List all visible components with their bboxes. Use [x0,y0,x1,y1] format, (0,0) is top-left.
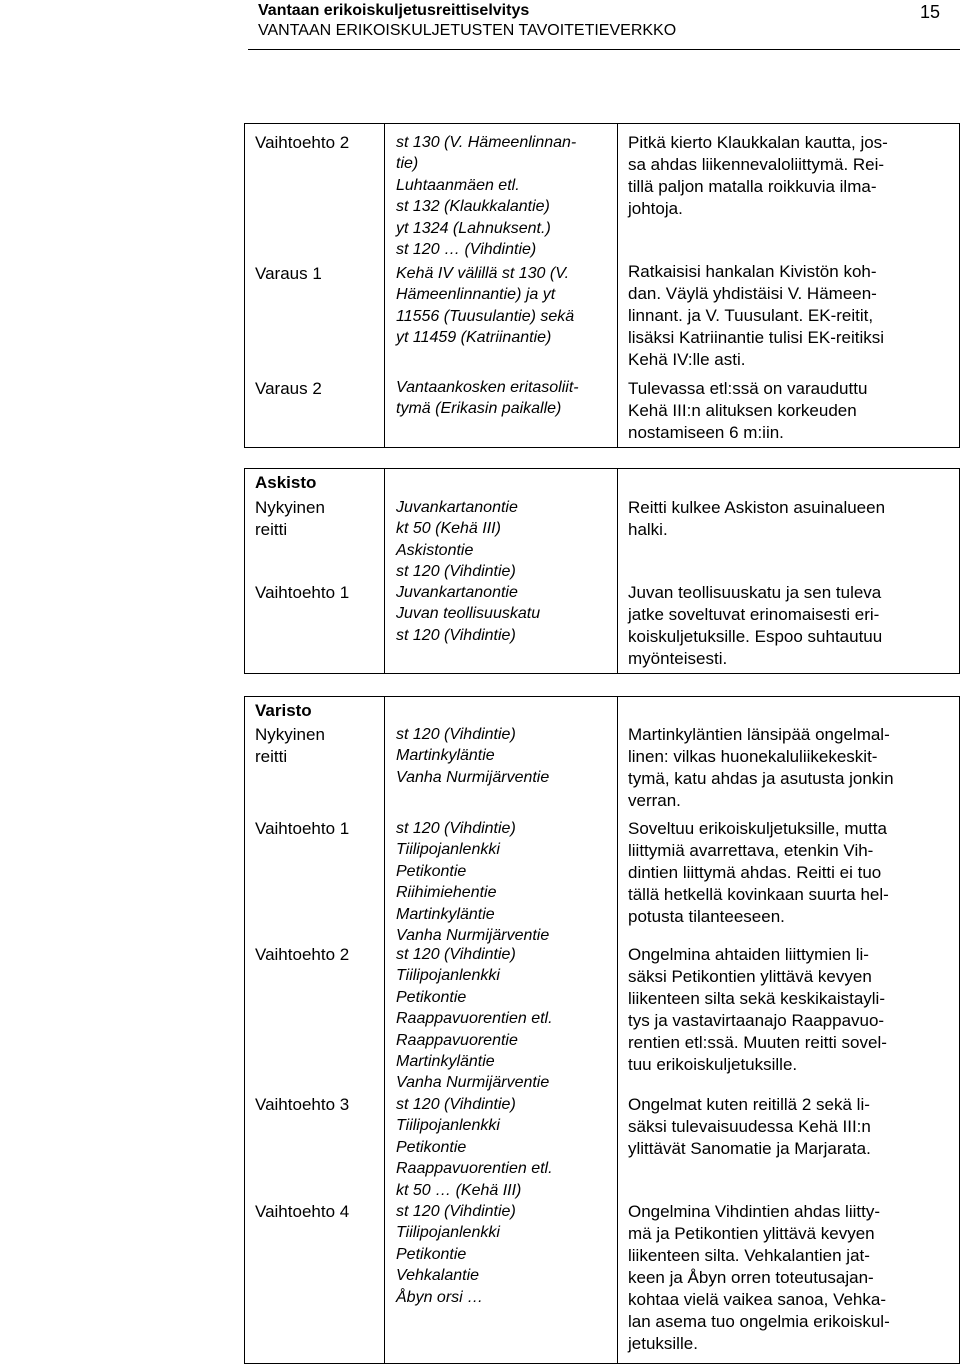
table-rule-1 [244,447,960,448]
table-col-line-3 [617,696,618,1364]
option-label: Varaus 1 [255,264,322,283]
route-note: Ongelmina Vihdintien ahdas liitty- mä ja Petikontien ylittävä kevyen liikenteen silta. Vehkalantien jat- keen ja Åbyn orren toteutusajan- kohtaa vielä vaikea sanoa, Vehka- lan asema tuo ongelmia erikoiskul- jetuksille. [628,1202,890,1353]
route-note: Pitkä kierto Klaukkalan kautta, jos- sa ahdas liikennevaloliittymä. Rei- tillä paljon matalla roikkuvia ilma- johtoja. [628,133,888,218]
table-col-line-1 [244,123,245,448]
route-description: Juvankartanontie kt 50 (Kehä III) Askistontie st 120 (Vihdintie) [396,499,518,581]
document-title: Vantaan erikoiskuljetusreittiselvitys [258,2,530,19]
route-note: Reitti kulkee Askiston asuinalueen halki. [628,498,886,539]
route-description: Vantaankosken eritasoliit- tymä (Erikasin paikalle) [396,379,579,418]
route-description: Juvankartanontie Juvan teollisuuskatu st 120 (Vihdintie) [396,584,541,644]
table-col-line-3 [617,123,618,448]
route-note: Ongelmat kuten reitillä 2 sekä li- säksi tulevaisuudessa Kehä III:n ylittävät Sanomatie ja Marjarata. [628,1095,871,1158]
table-col-line-1 [244,468,245,674]
option-label: Vaihtoehto 3 [255,1095,350,1114]
option-label: Vaihtoehto 2 [255,945,350,964]
table-col-line-2 [384,696,385,1364]
section-title: Askisto [255,473,317,492]
option-label: Vaihtoehto 1 [255,583,350,602]
route-note: Martinkyläntien länsipää ongelmal- linen: vilkas huonekaluliikekeskit- tymä, katu ahdas ja asutusta jonkin verran. [628,725,894,810]
table-col-line-3 [617,468,618,674]
option-label: Varaus 2 [255,379,322,398]
table-rule-bottom [244,1363,960,1364]
route-description: st 120 (Vihdintie) Martinkyläntie Vanha Nurmijärventie [396,726,550,786]
option-label: Vaihtoehto 2 [255,133,350,152]
section-title: Varisto [255,701,312,720]
header-rule [248,49,960,50]
table-col-line-1 [244,696,245,1364]
option-label: Nykyinen reitti [255,725,325,766]
route-description: Kehä IV välillä st 130 (V. Hämeenlinnantie) ja yt 11556 (Tuusulantie) sekä yt 11459 (Katriinantie) [396,265,575,347]
document-subtitle: VANTAAN ERIKOISKULJETUSTEN TAVOITETIEVERKKO [258,22,677,39]
route-description: st 120 (Vihdintie) Tiilipojanlenkki Petikontie Raappavuorentien etl. Raappavuorentie Martinkyläntie Vanha Nurmijärventie [396,946,553,1092]
route-note: Ratkaisisi hankalan Kivistön koh- dan. Väylä yhdistäisi V. Hämeen- linnant. ja V. Tuusulant. EK-reitit, lisäksi Katriinantie tulisi EK-reitiksi Kehä IV:lle asti. [628,262,885,369]
route-description: st 120 (Vihdintie) Tiilipojanlenkki Petikontie Raappavuorentien etl. kt 50 … (Kehä III) [396,1096,553,1199]
route-note: Tulevassa etl:ssä on varauduttu Kehä III:n alituksen korkeuden nostamiseen 6 m:iin. [628,379,868,442]
table-col-line-2 [384,123,385,448]
route-note: Soveltuu erikoiskuljetuksille, mutta liittymiä avarrettava, etenkin Vih- dintien liittymä ahdas. Reitti ei tuo tällä hetkellä kovinkaan suurta hel- potusta tilanteeseen. [628,819,889,926]
table-col-line-2 [384,468,385,674]
option-label: Nykyinen reitti [255,498,325,539]
option-label: Vaihtoehto 1 [255,819,350,838]
table-rule-top [244,123,960,124]
option-label: Vaihtoehto 4 [255,1202,350,1221]
route-note: Ongelmina ahtaiden liittymien li- säksi Petikontien ylittävä kevyen liikenteen silta sekä keskikaistayli- tys ja vastavirtaanajo Raappavuo- rentien etl:ssä. Muuten reitti sovel- tuu erikoiskuljetuksille. [628,945,887,1074]
table-rule-2 [244,468,960,469]
page-header [0,0,960,52]
route-note: Juvan teollisuuskatu ja sen tuleva jatke soveltuvat erinomaisesti eri- koiskuljetuksille. Espoo suhtautuu myönteisesti. [628,583,883,668]
page-number: 15 [920,2,941,22]
route-description: st 120 (Vihdintie) Tiilipojanlenkki Petikontie Riihimiehentie Martinkyläntie Vanha Nurmijärventie [396,820,550,945]
table-rule-4 [244,696,960,697]
route-description: st 120 (Vihdintie) Tiilipojanlenkki Petikontie Vehkalantie Åbyn orsi … [396,1203,516,1306]
route-description: st 130 (V. Hämeenlinnan- tie) Luhtaanmäen etl. st 132 (Klaukkalantie) yt 1324 (Lahnuksent.) st 120 … (Vihdintie) [396,134,577,259]
table-rule-3 [244,673,960,674]
